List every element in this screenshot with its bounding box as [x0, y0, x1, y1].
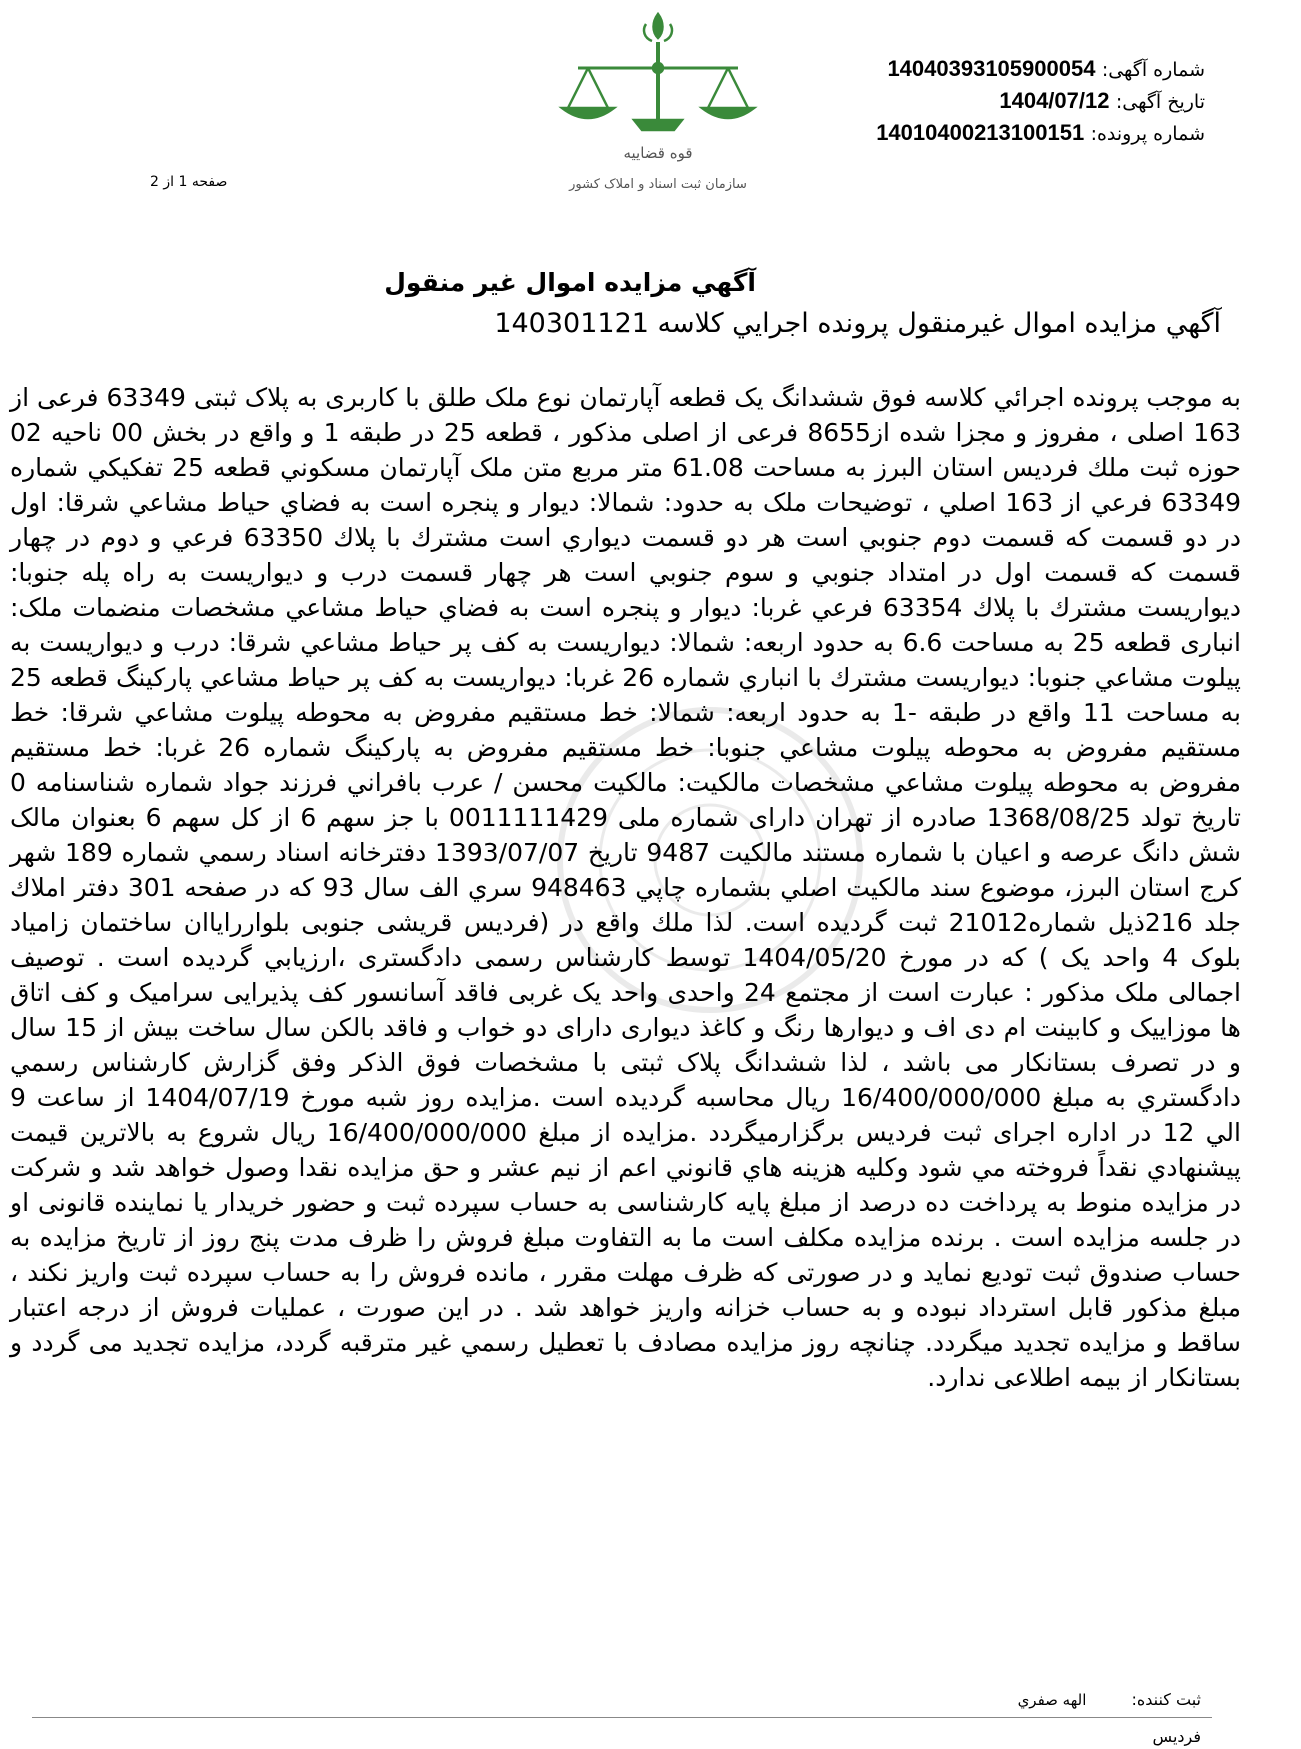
registrar: [1018, 1690, 1201, 1709]
ad-number: [887, 56, 1205, 82]
page-title: آگهي مزايده اموال غير منقول: [384, 268, 756, 297]
file-number-label: شماره پرونده:: [1090, 123, 1205, 145]
page-subtitle: آگهي مزايده اموال غيرمنقول پرونده اجرايي كلاسه 140301121: [494, 308, 1221, 339]
file-number: [876, 120, 1205, 146]
ad-date-label: تاریخ آگهی:: [1115, 91, 1205, 113]
emblem-text-organization: سازمان ثبت اسناد و املاک کشور: [569, 177, 747, 192]
registrar-name: الهه صفري: [1017, 1691, 1087, 1709]
city: فرديس: [1152, 1727, 1201, 1746]
page-info: صفحه 1 از 2: [150, 174, 228, 190]
registrar-label: ثبت کننده:: [1131, 1690, 1201, 1709]
file-number-value: 14010400213100151: [876, 120, 1085, 145]
ad-date-value: 1404/07/12: [999, 88, 1110, 113]
ad-date: [999, 88, 1205, 114]
ad-number-label: شماره آگهی:: [1101, 59, 1205, 81]
judiciary-emblem-icon: [548, 8, 768, 218]
ad-number-value: 14040393105900054: [887, 56, 1096, 81]
document-body: به موجب پرونده اجرائي كلاسه فوق ششدانگ يک قطعه آپارتمان نوع ملک طلق با کاربری به پلاک ثبتی 63349 فرعی از 163 اصلی ، مفروز و مجزا شده از8655 فرعی از اصلی مذکور ، قطعه 25 در طبقه 1 و واقع در بخش 00 ناحيه 02 حوزه ثبت ملك فرديس استان البرز به مساحت 61.08 متر مربع متن ملک آپارتمان مسکوني قطعه 25 تفکيکي شماره 63349 فرعي از 163 اصلي ، توضیحات ملک به حدود: شمالا: ديوار و پنجره است به فضاي حياط مشاعي شرقا: اول در دو قسمت که قسمت دوم جنوبي است هر دو قسمت ديواري است مشترك با پلاك 63350 فرعي و دوم در چهار قسمت که قسمت اول در امتداد جنوبي و سوم جنوبي است هر چهار قسمت درب و ديواريست به راه پله جنوبا: ديواريست مشترك با پلاك 63354 فرعي غربا: ديوار و پنجره است به فضاي حياط مشاعي مشخصات منضمات ملک: انباری قطعه 25 به مساحت 6.6 به حدود اربعه: شمالا: ديواريست به كف پر حياط مشاعي شرقا: درب و ديواريست به پيلوت مشاعي جنوبا: ديواريست مشترك با انباري شماره 26 غربا: ديواريست به كف پر حياط مشاعي پارکینگ قطعه 25 به مساحت 11 واقع در طبقه -1 به حدود اربعه: شمالا: خط مستقيم مفروض به محوطه پيلوت مشاعي شرقا: خط مستقيم مفروض به محوطه پيلوت مشاعي جنوبا: خط مستقيم مفروض به پاركينگ شماره 26 غربا: خط مستقيم مفروض به محوطه پيلوت مشاعي مشخصات مالکیت: مالكيت محسن / عرب بافراني فرزند جواد شماره شناسنامه 0 تاريخ تولد 1368/08/25 صادره از تهران دارای شماره ملی 0011111429 با جز سهم 6 از كل سهم 6 بعنوان مالک شش دانگ عرصه و اعيان با شماره مستند مالكيت 9487 تاريخ 1393/07/07 دفترخانه اسناد رسمي شماره 189 شهر كرج استان البرز، موضوع سند مالكيت اصلي بشماره چاپي 948463 سري الف سال 93 كه در صفحه 301 دفتر املاك جلد 216ذيل شماره21012 ثبت گرديده است. لذا ملك واقع در (فرديس قريشی جنوبی بلوارراياان ساختمان زامياد بلوک 4 واحد يک ) كه در مورخ 1404/05/20 توسط كارشناس رسمی دادگستری ،ارزيابي گرديده است . توصيف اجمالی ملک مذکور : عبارت است از مجتمع 24 واحدی واحد يک غربی فاقد آسانسور كف پذيرايی سراميک و كف اتاق ها موزاييک و كابينت ام دی اف و ديوارها رنگ و كاغذ ديواری دارای دو خواب و فاقد بالكن سال ساخت بيش از 15 سال و در تصرف بستانكار می باشد ، لذا ششدانگ پلاک ثبتی با مشخصات فوق الذكر وفق گزارش کارشناس رسمي دادگستري به مبلغ 16/400/000/000 ريال محاسبه گرديده است .مزايده روز شبه مورخ 1404/07/19 از ساعت 9 الي 12 در اداره اجرای ثبت فرديس برگزارميگردد .مزايده از مبلغ 16/400/000/000 ريال شروع به بالاترين قيمت پيشنهادي نقداً فروخته مي شود وكليه هزينه هاي قانوني اعم از نيم عشر و حق مزايده نقدا وصول خواهد شد و شرکت در مزایده منوط به پرداخت ده درصد از مبلغ پایه کارشناسی به حساب سپرده ثبت و حضور خریدار یا نماینده قانونی او در جلسه مزایده است . برنده مزایده مکلف است ما به التفاوت مبلغ فروش را ظرف مدت پنج روز از تاریخ مزایده به حساب صندوق ثبت تودیع نماید و در صورتی که ظرف مهلت مقرر ، مانده فروش را به حساب سپرده ثبت واریز نکند ، مبلغ مذکور قابل استرداد نبوده و به حساب خزانه واریز خواهد شد . در این صورت ، عملیات فروش از درجه اعتبار ساقط و مزایده تجدید میگردد. چنانچه روز مزايده مصادف با تعطيل رسمي غير مترقبه گردد، مزایده تجدید می گردد و بستانکار از بیمه اطلاعی ندارد.: [10, 383, 1242, 1392]
footer-divider: [32, 1717, 1212, 1718]
emblem-text-judiciary: قوه قضاییه: [623, 144, 693, 162]
